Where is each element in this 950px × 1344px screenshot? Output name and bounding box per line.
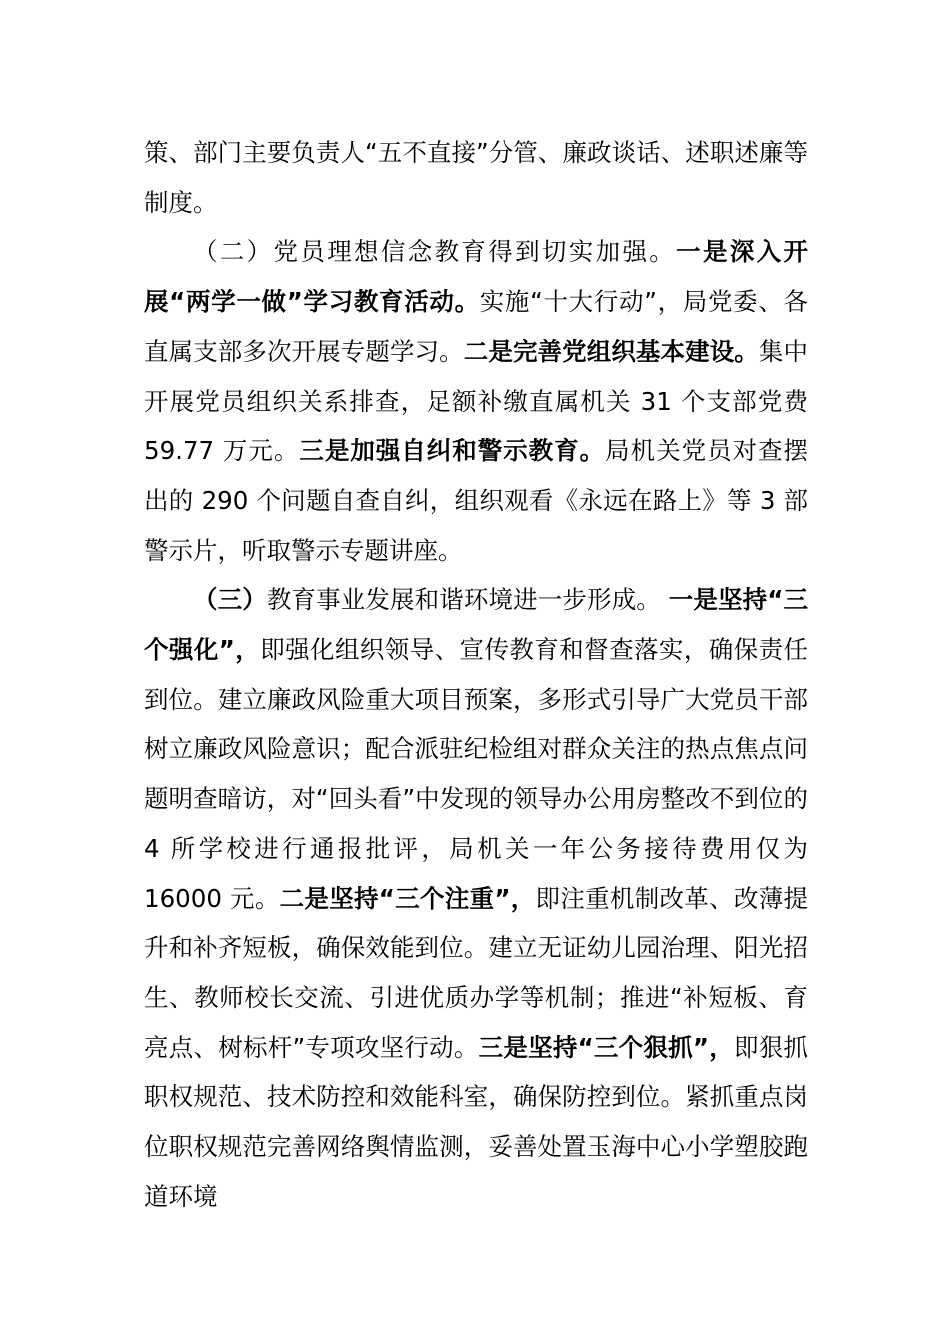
bold-text-run: 二是完善党组织基本建设。 [463, 336, 759, 366]
bold-text-run: 一是深入开展“两学一做”学习教育活动。 [144, 237, 809, 317]
text-run: 即强化组织领导、宣传教育和督查落实，确保责任到位。建立廉政风险重大项目预案，多形式引导广大党员干部树立廉政风险意识；配合派驻纪检组对群众关注的热点焦点问题明查暗访，对“回头看”中发现的领导办公用房整改不到位的 4 所学校进行通报批评，局机关一年公务接待费用仅为 16000 元。 [144, 635, 808, 913]
paragraph [144, 575, 808, 1221]
bold-text-run: 二是坚持“三个注重”， [279, 883, 536, 913]
text-run: 策、部门主要负责人“五不直接”分管、廉政谈话、述职述廉等制度。 [144, 138, 808, 217]
text-run: 实施“十大行动”，局党委、各直属支部多次开展专题学习。 [144, 287, 808, 366]
text-run: 即狠抓职权规范、技术防控和效能科室，确保防控到位。紧抓重点岗位职权规范完善网络舆情监测，妥善处置玉海中心小学塑胶跑道环境 [144, 1032, 808, 1211]
paragraph [144, 227, 808, 575]
text-run: 即注重机制改革、改薄提升和补齐短板，确保效能到位。建立无证幼儿园治理、阳光招生、教师校长交流、引进优质办学等机制；推进“补短板、育亮点、树标杆”专项攻坚行动。 [144, 883, 808, 1062]
bold-text-run: 一是坚持“三个强化”， [144, 585, 808, 665]
text-run: （二）党员理想信念教育得到切实加强。 [193, 237, 677, 267]
text-run: 局机关党员对查摆出的 290 个问题自查自纠，组织观看《永远在路上》等 3 部警示片，听取警示专题讲座。 [144, 436, 809, 565]
paragraph [144, 128, 808, 227]
bold-text-run: （三） [193, 585, 267, 615]
bold-text-run: 三是加强自纠和警示教育。 [299, 436, 606, 466]
text-run: 教育事业发展和谐环境进一步形成。 [266, 585, 669, 615]
bold-text-run: 三是坚持“三个狠抓”， [478, 1032, 734, 1062]
body-text [144, 128, 808, 1221]
text-run: 集中开展党员组织关系排查，足额补缴直属机关 31 个支部党费 59.77 万元。 [144, 336, 809, 466]
